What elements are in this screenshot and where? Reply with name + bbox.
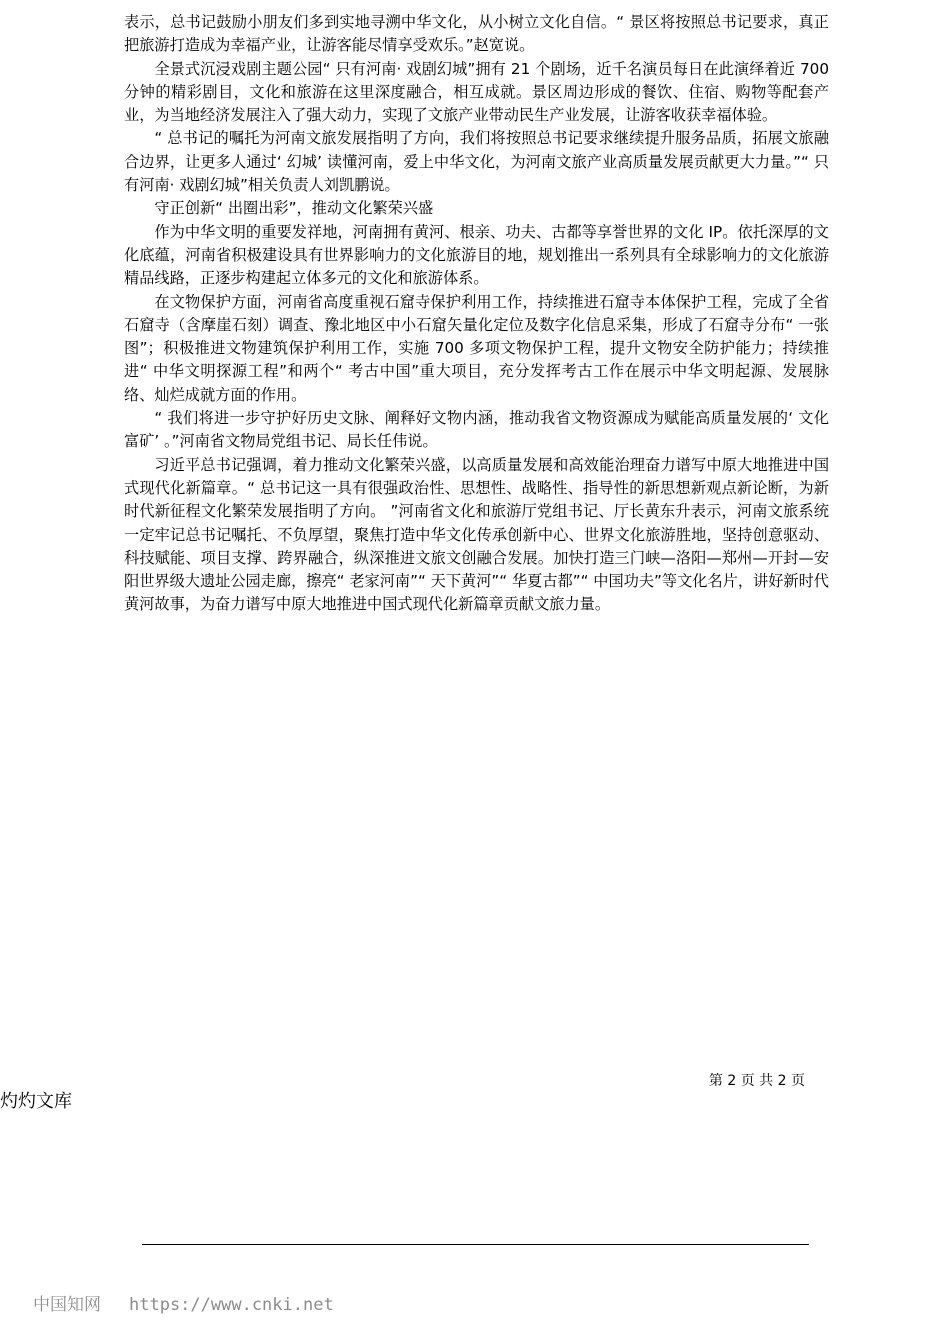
paragraph-5: 在文物保护方面，河南省高度重视石窟寺保护利用工作，持续推进石窟寺本体保护工程，完成了全省石窟寺（含摩崖石刻）调查、豫北地区中小石窟矢量化定位及数字化信息采集，形成了石窟寺分布“ 一张图”；积极推进文物建筑保护利用工作，实施 700 多项文物保护工程，提升文物安全防护能力；持续推进“ 中华文明探源工程”和两个“ 考古中国”重大项目，充分发挥考古工作在展示中华文明起源、发展脉络、灿烂成就方面的作用。 — [124, 292, 829, 404]
section-heading: 守正创新“ 出圈出彩”，推动文化繁荣兴盛 — [154, 199, 434, 218]
cnki-url-link[interactable]: https://www.cnki.net — [129, 1295, 334, 1315]
page-number: 第 2 页 共 2 页 — [708, 1073, 805, 1089]
paragraph-4: 作为中华文明的重要发祥地，河南拥有黄河、根亲、功夫、古都等享誉世界的文化 IP。依托深厚的文化底蕴，河南省积极建设具有世界影响力的文化旅游目的地，规划推出一系列具有全球影响力的文化旅游精品线路，正逐步构建起立体多元的文化和旅游体系。 — [124, 222, 829, 288]
cnki-footer — [33, 1293, 334, 1317]
paragraph-7: 习近平总书记强调，着力推动文化繁荣兴盛，以高质量发展和高效能治理奋力谱写中原大地推进中国式现代化新篇章。“ 总书记这一具有很强政治性、思想性、战略性、指导性的新思想新观点新论断，为新时代新征程文化繁荣发展指明了方向。 ”河南省文化和旅游厅党组书记、厅长黄东升表示，河南文旅系统一定牢记总书记嘱托、不负厚望，聚焦打造中华文化传承创新中心、世界文化旅游胜地，坚持创意驱动、科技赋能、项目支撑、跨界融合，纵深推进文旅文创融合发展。加快打造三门峡—洛阳—郑州—开封—安阳世界级大遗址公园走廊，擦亮“ 老家河南”“ 天下黄河”“ 华夏古都”“ 中国功夫”等文化名片，讲好新时代黄河故事，为奋力谱写中原大地推进中国式现代化新篇章贡献文旅力量。 — [124, 455, 829, 614]
paragraph-1: 表示，总书记鼓励小朋友们多到实地寻溯中华文化，从小树立文化自信。“ 景区将按照总书记要求，真正把旅游打造成为幸福产业，让游客能尽情享受欢乐。”赵宽说。 — [124, 13, 829, 55]
cnki-logo: 中国知网 — [33, 1295, 101, 1315]
paragraph-2: 全景式沉浸戏剧主题公园“ 只有河南· 戏剧幻城”拥有 21 个剧场，近千名演员每日在此演绎着近 700 分钟的精彩剧目，文化和旅游在这里深度融合，相互成就。景区周边形成的餐饮、住宿、购物等配套产业，为当地经济发展注入了强大动力，实现了文旅产业带动民生产业发展，让游客收获幸福体验。 — [124, 59, 829, 125]
paragraph-6: “ 我们将进一步守护好历史文脉、阐释好文物内涵，推动我省文物资源成为赋能高质量发展的‘ 文化富矿’ 。”河南省文物局党组书记、局长任伟说。 — [124, 409, 829, 451]
watermark-text: 灼灼文库 — [0, 1091, 72, 1112]
footer-divider — [142, 1244, 809, 1245]
paragraph-3: “ 总书记的嘱托为河南文旅发展指明了方向，我们将按照总书记要求继续提升服务品质，拓展文旅融合边界，让更多人通过‘ 幻城’ 读懂河南，爱上中华文化，为河南文旅产业高质量发展贡献更大力量。”“ 只有河南· 戏剧幻城”相关负责人刘凯鹏说。 — [124, 129, 829, 195]
article-body — [124, 11, 829, 617]
